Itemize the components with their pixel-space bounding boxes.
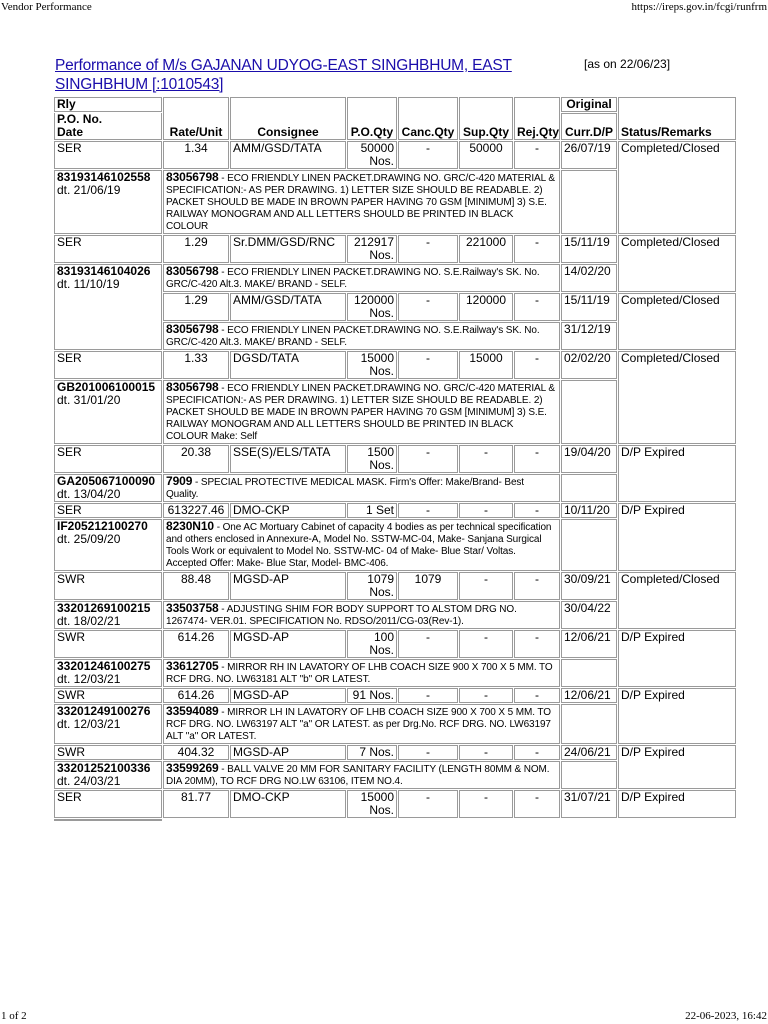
consignee-cell: DGSD/TATA	[230, 351, 346, 379]
sup-qty-cell: -	[459, 745, 513, 760]
po-cell	[54, 819, 162, 821]
po-date: dt. 12/03/21	[57, 717, 121, 731]
rej-qty-cell: -	[514, 445, 560, 473]
po-number: 33201246100275	[57, 659, 151, 673]
consignee-cell: AMM/GSD/TATA	[230, 141, 346, 169]
rly-cell: SER	[54, 790, 162, 818]
status-cell: Completed/Closed	[618, 572, 736, 629]
dp-cell: 31/07/21	[561, 790, 617, 818]
table-row	[54, 351, 736, 379]
sup-qty-cell: 221000	[459, 235, 513, 263]
vendor-performance-table	[53, 96, 737, 822]
rly-cell: SER	[54, 141, 162, 169]
header-canc-qty: Canc.Qty	[398, 97, 458, 140]
original-dp-cell: 14/02/20	[561, 264, 617, 292]
rate-cell: 613227.46	[163, 503, 229, 518]
item-code: 33594089	[166, 704, 219, 718]
header-consignee: Consignee	[230, 97, 346, 140]
header-date: Date	[57, 125, 84, 139]
sup-qty-cell: -	[459, 503, 513, 518]
po-qty-cell: 1079 Nos.	[347, 572, 397, 600]
table-row	[54, 141, 736, 169]
item-description: - ADJUSTING SHIM FOR BODY SUPPORT TO ALSTOM DRG NO. 1267474- VER.01. SPECIFICATION No. RDSO/2011/CG-03(Rev-1).	[166, 604, 517, 627]
item-description: - MIRROR LH IN LAVATORY OF LHB COACH SIZE 900 X 700 X 5 MM. TO RCF DRG. NO. LW63197 ALT "a" OR LATEST. as per Drg.No. RCF DRG. NO. LW63197 ALT "a" OR LATEST.	[166, 707, 551, 742]
item-description-cell	[163, 474, 560, 502]
rate-cell: 1.33	[163, 351, 229, 379]
header-po-qty: P.O.Qty	[347, 97, 397, 140]
po-number: IF205212100270	[57, 519, 148, 533]
rate-cell: 20.38	[163, 445, 229, 473]
rly-cell: SWR	[54, 572, 162, 600]
po-date: dt. 13/04/20	[57, 487, 121, 501]
original-dp-cell	[561, 170, 617, 234]
print-timestamp: 22-06-2023, 16:42	[685, 1010, 767, 1022]
rly-cell: SER	[54, 351, 162, 379]
status-cell: Completed/Closed	[618, 293, 736, 350]
rate-cell: 81.77	[163, 790, 229, 818]
dp-cell: 10/11/20	[561, 503, 617, 518]
item-code: 33599269	[166, 761, 219, 775]
page-count: 1 of 2	[1, 1010, 27, 1022]
po-qty-cell: 100 Nos.	[347, 630, 397, 658]
rej-qty-cell: -	[514, 790, 560, 818]
po-number: 33201249100276	[57, 704, 151, 718]
rej-qty-cell: -	[514, 688, 560, 703]
po-qty-cell: 91 Nos.	[347, 688, 397, 703]
item-code: 83056798	[166, 264, 219, 278]
item-code: 83056798	[166, 380, 219, 394]
sup-qty-cell: -	[459, 790, 513, 818]
status-cell: Completed/Closed	[618, 235, 736, 292]
page-title-block	[55, 56, 555, 96]
sup-qty-cell: -	[459, 572, 513, 600]
status-cell: D/P Expired	[618, 445, 736, 502]
item-description-cell	[163, 264, 560, 292]
header-rly: Rly	[54, 97, 162, 112]
item-description: - ECO FRIENDLY LINEN PACKET.DRAWING NO. S.E.Railway's SK. No. GRC/C-420 Alt.3. MAKE/ BRAND - SELF.	[166, 267, 540, 290]
dp-cell: 02/02/20	[561, 351, 617, 379]
dp-cell: 19/04/20	[561, 445, 617, 473]
item-description-cell	[163, 519, 560, 571]
po-qty-cell: 7 Nos.	[347, 745, 397, 760]
table-body	[54, 141, 736, 821]
vendor-title-link[interactable]: Performance of M/s GAJANAN UDYOG-EAST SINGHBHUM, EAST SINGHBHUM [:1010543]	[55, 57, 512, 93]
po-qty-cell: 120000 Nos.	[347, 293, 397, 321]
dp-cell: 15/11/19	[561, 293, 617, 321]
status-cell: D/P Expired	[618, 790, 736, 818]
dp-cell: 15/11/19	[561, 235, 617, 263]
po-number: GB201006100015	[57, 380, 156, 394]
consignee-cell: DMO-CKP	[230, 790, 346, 818]
table-row	[54, 630, 736, 658]
canc-qty-cell: 1079	[398, 572, 458, 600]
canc-qty-cell: -	[398, 790, 458, 818]
header-sup-qty: Sup.Qty	[459, 97, 513, 140]
header-po-date	[54, 113, 162, 140]
rate-cell: 1.29	[163, 293, 229, 321]
item-code: 33612705	[166, 659, 219, 673]
item-description: - BALL VALVE 20 MM FOR SANITARY FACILITY (LENGTH 80MM & NOM. DIA 20MM), TO RCF DRG NO.LW 63106, ITEM NO.4.	[166, 764, 550, 787]
table-row	[54, 445, 736, 473]
po-qty-cell: 15000 Nos.	[347, 351, 397, 379]
header-status: Status/Remarks	[618, 97, 736, 140]
item-description-cell	[163, 659, 560, 687]
header-rate-unit: Rate/Unit	[163, 97, 229, 140]
item-description: - SPECIAL PROTECTIVE MEDICAL MASK. Firm's Offer: Make/Brand- Best Quality.	[166, 477, 524, 500]
sup-qty-cell: -	[459, 630, 513, 658]
rly-cell: SWR	[54, 630, 162, 658]
item-code: 8230N10	[166, 519, 215, 533]
po-date: dt. 31/01/20	[57, 393, 121, 407]
po-cell	[54, 601, 162, 629]
canc-qty-cell: -	[398, 688, 458, 703]
rate-cell: 1.29	[163, 235, 229, 263]
consignee-cell: AMM/GSD/TATA	[230, 293, 346, 321]
po-number: GA205067100090	[57, 474, 156, 488]
print-footer	[0, 1010, 768, 1024]
rate-cell: 1.34	[163, 141, 229, 169]
po-qty-cell: 15000 Nos.	[347, 790, 397, 818]
original-dp-cell	[561, 519, 617, 571]
rej-qty-cell: -	[514, 235, 560, 263]
rly-cell: SWR	[54, 688, 162, 703]
item-description-cell	[163, 380, 560, 444]
item-code: 83056798	[166, 170, 219, 184]
dp-cell: 12/06/21	[561, 688, 617, 703]
original-dp-cell	[561, 704, 617, 744]
status-cell: D/P Expired	[618, 688, 736, 744]
po-date: dt. 24/03/21	[57, 774, 121, 788]
original-dp-cell	[561, 659, 617, 687]
po-qty-cell: 1 Set	[347, 503, 397, 518]
item-description-cell	[163, 761, 560, 789]
rate-cell: 614.26	[163, 688, 229, 703]
consignee-cell: MGSD-AP	[230, 572, 346, 600]
canc-qty-cell: -	[398, 293, 458, 321]
original-dp-cell	[561, 761, 617, 789]
po-date: dt. 21/06/19	[57, 183, 121, 197]
canc-qty-cell: -	[398, 235, 458, 263]
empty-description-cell	[163, 819, 617, 821]
po-cell	[54, 761, 162, 789]
rate-cell: 614.26	[163, 630, 229, 658]
dp-cell: 12/06/21	[561, 630, 617, 658]
po-date: dt. 25/09/20	[57, 532, 121, 546]
dp-cell: 30/09/21	[561, 572, 617, 600]
rej-qty-cell: -	[514, 293, 560, 321]
table-row	[54, 745, 736, 760]
po-cell	[54, 170, 162, 234]
header-po-no: P.O. No.	[57, 113, 103, 126]
rej-qty-cell: -	[514, 141, 560, 169]
item-description: - One AC Mortuary Cabinet of capacity 4 bodies as per technical specification and others enclosed in Annexure-A, Model No. SSTW-MC-04, Make- Sanjana Surgical Tools Work or equivalent to Model No. SSTW-MC- 04 of Make- Blue Star/ Voltas. Accepted Offer: Make- Blue Star, Model- BMC-406.	[166, 522, 552, 569]
item-description-cell	[163, 322, 560, 350]
table-row	[54, 503, 736, 518]
header-curr-dp: Curr.D/P	[561, 113, 617, 140]
item-code: 7909	[166, 474, 193, 488]
as-on-date: [as on 22/06/23]	[584, 57, 671, 71]
rej-qty-cell: -	[514, 745, 560, 760]
original-dp-cell	[561, 474, 617, 502]
table-row	[54, 790, 736, 818]
item-description: - ECO FRIENDLY LINEN PACKET.DRAWING NO. S.E.Railway's SK. No. GRC/C-420 Alt.3. MAKE/ BRAND - SELF.	[166, 325, 540, 348]
po-number: 33201269100215	[57, 601, 151, 615]
original-dp-cell	[561, 380, 617, 444]
po-number: 83193146102558	[57, 170, 151, 184]
po-qty-cell: 1500 Nos.	[347, 445, 397, 473]
header-original: Original	[561, 97, 617, 112]
dp-cell: 24/06/21	[561, 745, 617, 760]
rly-cell: SER	[54, 445, 162, 473]
po-qty-cell: 50000 Nos.	[347, 141, 397, 169]
rly-cell: SWR	[54, 745, 162, 760]
po-cell	[54, 380, 162, 444]
item-description: - MIRROR RH IN LAVATORY OF LHB COACH SIZE 900 X 700 X 5 MM. TO RCF DRG. NO. LW63181 ALT "b" OR LATEST.	[166, 662, 553, 685]
rej-qty-cell: -	[514, 351, 560, 379]
consignee-cell: MGSD-AP	[230, 630, 346, 658]
po-qty-cell: 212917 Nos.	[347, 235, 397, 263]
table-row	[54, 688, 736, 703]
table-row-description	[54, 819, 736, 821]
rej-qty-cell: -	[514, 572, 560, 600]
header-rej-qty: Rej.Qty	[514, 97, 560, 140]
po-date: dt. 18/02/21	[57, 614, 121, 628]
po-cell	[54, 519, 162, 571]
po-number: 33201252100336	[57, 761, 151, 775]
item-code: 33503758	[166, 601, 219, 615]
print-header	[0, 1, 768, 15]
canc-qty-cell: -	[398, 630, 458, 658]
original-dp-cell: 30/04/22	[561, 601, 617, 629]
print-header-url: https://ireps.gov.in/fcgi/runfrm	[631, 1, 767, 13]
status-cell: Completed/Closed	[618, 141, 736, 234]
rej-qty-cell: -	[514, 503, 560, 518]
po-date: dt. 11/10/19	[57, 277, 120, 291]
sup-qty-cell: -	[459, 445, 513, 473]
item-description-cell	[163, 704, 560, 744]
canc-qty-cell: -	[398, 745, 458, 760]
sup-qty-cell: -	[459, 688, 513, 703]
sup-qty-cell: 120000	[459, 293, 513, 321]
canc-qty-cell: -	[398, 141, 458, 169]
canc-qty-cell: -	[398, 503, 458, 518]
dp-cell: 26/07/19	[561, 141, 617, 169]
consignee-cell: DMO-CKP	[230, 503, 346, 518]
sup-qty-cell: 50000	[459, 141, 513, 169]
consignee-cell: MGSD-AP	[230, 745, 346, 760]
rly-cell: SER	[54, 235, 162, 263]
header-row-1	[54, 97, 736, 112]
item-code: 83056798	[166, 322, 219, 336]
rate-cell: 404.32	[163, 745, 229, 760]
po-cell	[54, 659, 162, 687]
rate-cell: 88.48	[163, 572, 229, 600]
status-cell: D/P Expired	[618, 503, 736, 571]
canc-qty-cell: -	[398, 445, 458, 473]
rly-cell: SER	[54, 503, 162, 518]
po-cell	[54, 474, 162, 502]
item-description-cell	[163, 170, 560, 234]
sup-qty-cell: 15000	[459, 351, 513, 379]
consignee-cell: SSE(S)/ELS/TATA	[230, 445, 346, 473]
table-row	[54, 572, 736, 600]
po-cell	[54, 704, 162, 744]
table-row	[54, 235, 736, 263]
rej-qty-cell: -	[514, 630, 560, 658]
item-description: - ECO FRIENDLY LINEN PACKET.DRAWING NO. GRC/C-420 MATERIAL & SPECIFICATION:- AS PER DRAWING. 1) LETTER SIZE SHOULD BE READABLE. 2) PACKET SHOULD BE MADE IN BROWN PAPER HAVING 70 GSM [MINIMUM] 3) S.E. RAILWAY MONOGRAM AND ALL LETTERS SHOULD BE PRINTED IN BLACK COLOUR	[166, 173, 555, 232]
item-description: - ECO FRIENDLY LINEN PACKET.DRAWING NO. GRC/C-420 MATERIAL & SPECIFICATION:- AS PER DRAWING. 1) LETTER SIZE SHOULD BE READABLE. 2) PACKET SHOULD BE MADE IN BROWN PAPER HAVING 70 GSM [MINIMUM] 3) S.E. RAILWAY MONOGRAM AND ALL LETTERS SHOULD BE PRINTED IN BLACK COLOUR Make: Self	[166, 383, 555, 442]
consignee-cell: MGSD-AP	[230, 688, 346, 703]
po-cell	[54, 264, 162, 350]
po-date: dt. 12/03/21	[57, 672, 121, 686]
status-cell: D/P Expired	[618, 630, 736, 687]
item-description-cell	[163, 601, 560, 629]
original-dp-cell: 31/12/19	[561, 322, 617, 350]
canc-qty-cell: -	[398, 351, 458, 379]
status-cell: D/P Expired	[618, 745, 736, 789]
po-number: 83193146104026	[57, 264, 151, 278]
consignee-cell: Sr.DMM/GSD/RNC	[230, 235, 346, 263]
print-header-title: Vendor Performance	[1, 1, 92, 13]
status-cell: Completed/Closed	[618, 351, 736, 444]
